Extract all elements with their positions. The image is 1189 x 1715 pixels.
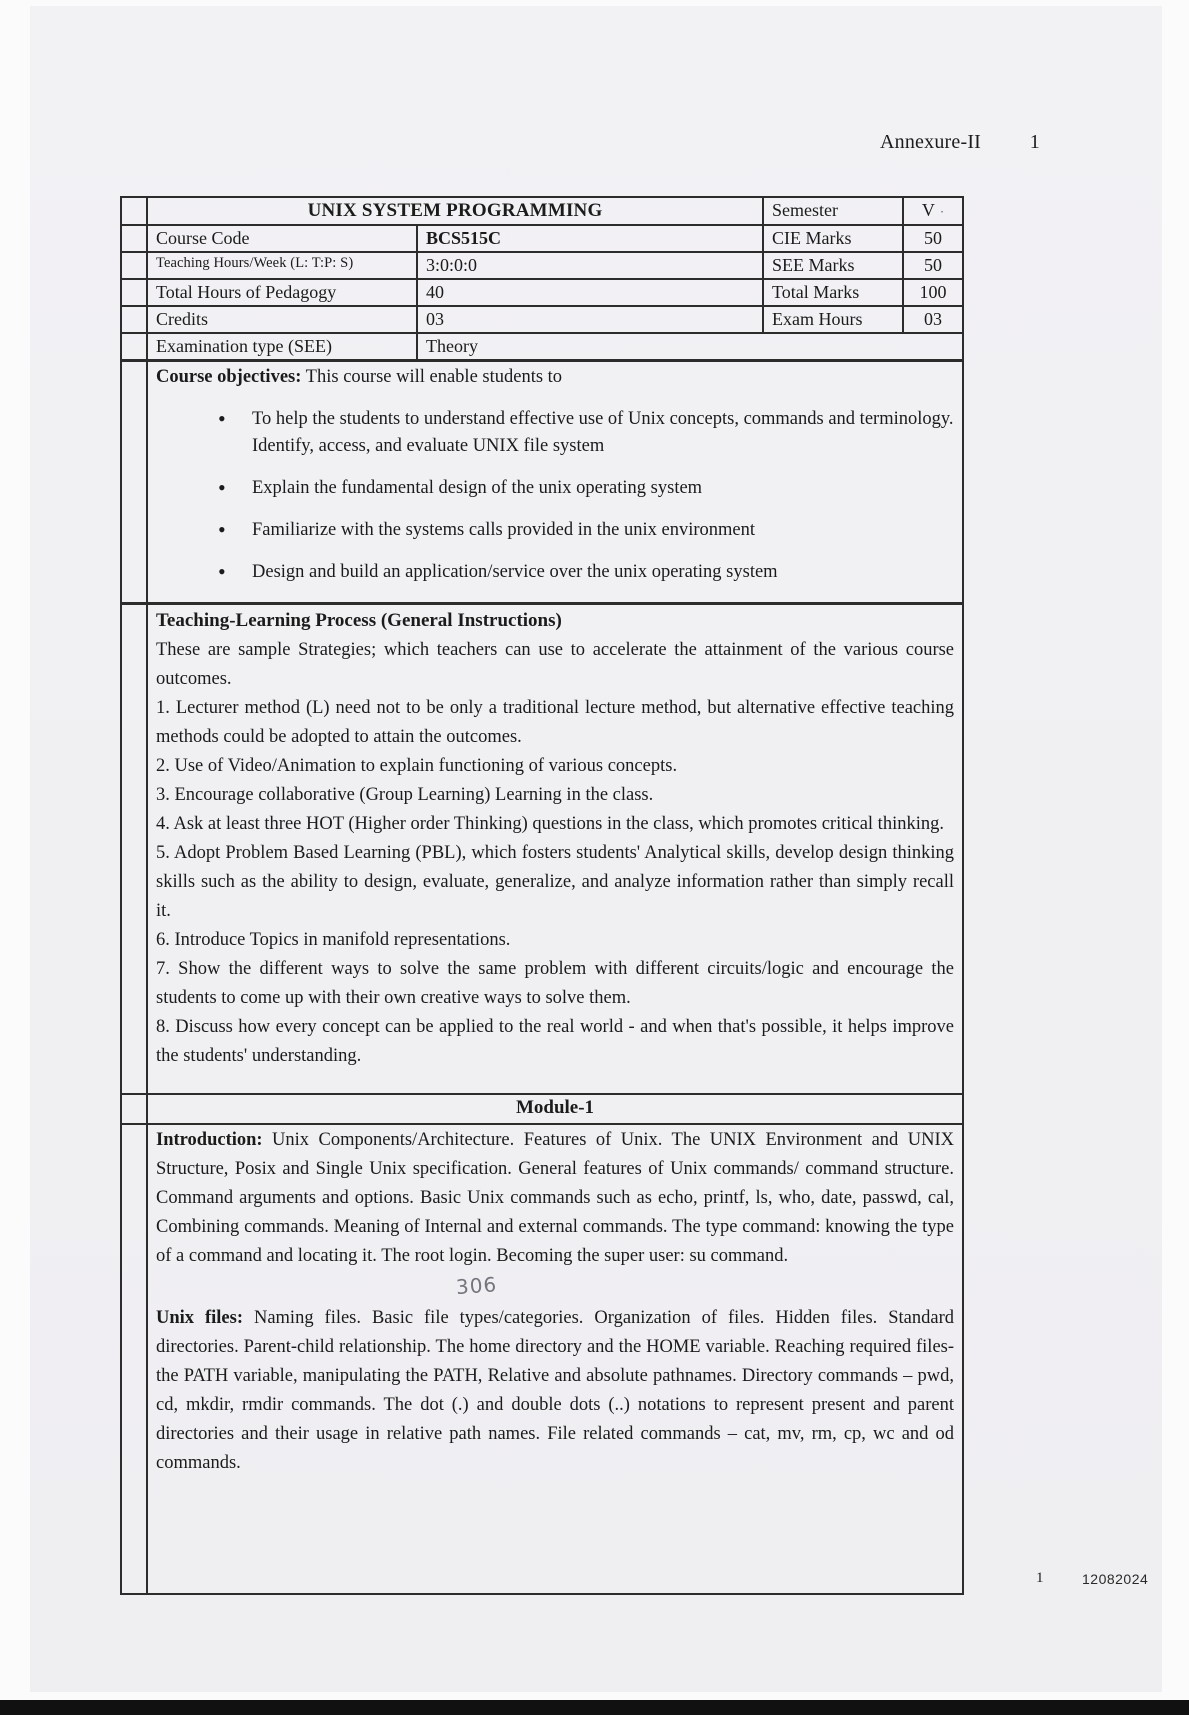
course-code-value: BCS515C [417, 225, 763, 252]
teaching-point: 4. Ask at least three HOT (Higher order Thinking) questions in the class, which promotes critical thinking. [156, 813, 944, 834]
table-row-exam-type [121, 333, 963, 361]
table-row-teaching-hours [121, 252, 963, 279]
annexure-page-number: 1 [1029, 131, 1040, 153]
footer-date-code: 12082024 [1082, 1571, 1149, 1587]
annexure-header [880, 131, 1040, 154]
margin-column-cell [121, 360, 147, 603]
margin-column-cell [121, 279, 147, 306]
module1-introduction-lead: Introduction: [156, 1129, 263, 1150]
table-row-credits [121, 306, 963, 333]
footer-page-number: 1 [1036, 1570, 1044, 1586]
module1-unix-files-lead: Unix files: [156, 1307, 244, 1328]
exam-type-value: Theory [417, 333, 963, 361]
annexure-label: Annexure-II [880, 131, 982, 153]
margin-column-cell [121, 603, 147, 1094]
margin-column-cell [121, 1094, 147, 1124]
module1-introduction-text: Unix Components/Architecture. Features of Unix. The UNIX Environment and UNIX Structure, Posix and Single Unix specification. General features of Unix commands/ command structure. Command arguments and options. Basic Unix commands such as echo, printf, ls, who, date, passwd, cal, Combining commands. Meaning of Internal and external commands. The type command: knowing the type of a command and locating it. The root login. Becoming the super user: su command. [156, 1129, 955, 1266]
table-row-pedagogy-hours [121, 279, 963, 306]
teaching-learning-intro: These are sample Strategies; which teachers can use to accelerate the attainment of the various course outcomes. [156, 639, 955, 689]
margin-column-cell [121, 1124, 147, 1594]
table-row-module1-content [121, 1124, 963, 1594]
teaching-point: 2. Use of Video/Animation to explain functioning of various concepts. [156, 755, 678, 776]
teaching-learning-heading: Teaching-Learning Process (General Instructions) [156, 609, 562, 631]
marks-value: 03 [903, 306, 963, 333]
objective-item: • To help the students to understand effective use of Unix concepts, commands and terminology. Identify, access, and evaluate UNIX file system [156, 406, 954, 460]
course-objectives-heading: Course objectives: [156, 366, 302, 387]
course-objectives-intro-line [156, 363, 954, 392]
course-title: UNIX SYSTEM PROGRAMMING [147, 197, 763, 225]
teaching-point: 8. Discuss how every concept can be applied to the real world - and when that's possible, it helps improve the students' understanding. [156, 1016, 955, 1066]
handwritten-note: 306 [455, 1272, 498, 1299]
margin-column-cell [121, 225, 147, 252]
row-label: Course Code [147, 225, 417, 252]
teaching-learning-cell [147, 603, 963, 1094]
module1-unix-files-paragraph [156, 1304, 954, 1478]
marks-value: 50 [903, 225, 963, 252]
margin-column-cell [121, 252, 147, 279]
row-label: Examination type (SEE) [147, 333, 417, 361]
objective-item: • Familiarize with the systems calls provided in the unix environment [156, 517, 954, 544]
marks-label: Exam Hours [763, 306, 903, 333]
module1-heading: Module-1 [147, 1094, 963, 1124]
teaching-hours-value: 3:0:0:0 [417, 252, 763, 279]
table-row-module1-header [121, 1094, 963, 1124]
margin-column-cell [121, 306, 147, 333]
table-row-course-objectives [121, 360, 963, 603]
marks-label: CIE Marks [763, 225, 903, 252]
course-objectives-cell [147, 360, 963, 603]
course-syllabus-table [120, 196, 964, 1595]
margin-column-cell [121, 197, 147, 225]
module1-unix-files-text: Naming files. Basic file types/categories. Organization of files. Hidden files. Standard directories. Parent-child relationship. The home directory and the HOME variable. Reaching required files- the PATH variable, manipulating the PATH, Relative and absolute pathnames. Directory commands – pwd, cd, mkdir, rmdir commands. The dot (.) and double dots (..) notations to represent present and parent directories and their usage in relative path names. File related commands – cat, mv, rm, cp, wc and od commands. [156, 1307, 955, 1473]
row-label: Teaching Hours/Week (L: T:P: S) [147, 252, 417, 279]
credits-value: 03 [417, 306, 763, 333]
semester-value [903, 197, 963, 225]
teaching-point: 3. Encourage collaborative (Group Learning) Learning in the class. [156, 784, 654, 805]
teaching-point: 6. Introduce Topics in manifold representations. [156, 929, 511, 950]
teaching-point: 1. Lecturer method (L) need not to be only a traditional lecture method, but alternative effective teaching methods could be adopted to attain the outcomes. [156, 697, 955, 747]
semester-label: Semester [763, 197, 903, 225]
row-label: Total Hours of Pedagogy [147, 279, 417, 306]
teaching-point: 7. Show the different ways to solve the same problem with different circuits/logic and encourage the students to come up with their own creative ways to solve them. [156, 958, 955, 1008]
module1-content-cell [147, 1124, 963, 1594]
margin-column-cell [121, 333, 147, 361]
objective-item: • Explain the fundamental design of the unix operating system [156, 475, 954, 502]
row-label: Credits [147, 306, 417, 333]
table-row-title [121, 197, 963, 225]
marks-label: Total Marks [763, 279, 903, 306]
course-objectives-intro: This course will enable students to [301, 366, 563, 387]
course-objectives-list [156, 406, 954, 586]
marks-value: 50 [903, 252, 963, 279]
scan-bottom-band [0, 1700, 1189, 1715]
table-row-teaching-learning [121, 603, 963, 1094]
teaching-point: 5. Adopt Problem Based Learning (PBL), which fosters students' Analytical skills, develop design thinking skills such as the ability to design, evaluate, generalize, and analyze information rather than simply recall it. [156, 842, 955, 921]
objective-item: • Design and build an application/service over the unix operating system [156, 559, 954, 586]
marks-label: SEE Marks [763, 252, 903, 279]
table-row-course-code [121, 225, 963, 252]
semester-value-text: V [921, 200, 935, 220]
module1-introduction-paragraph [156, 1126, 954, 1271]
stray-pen-mark: · [939, 203, 945, 219]
pedagogy-hours-value: 40 [417, 279, 763, 306]
marks-value: 100 [903, 279, 963, 306]
